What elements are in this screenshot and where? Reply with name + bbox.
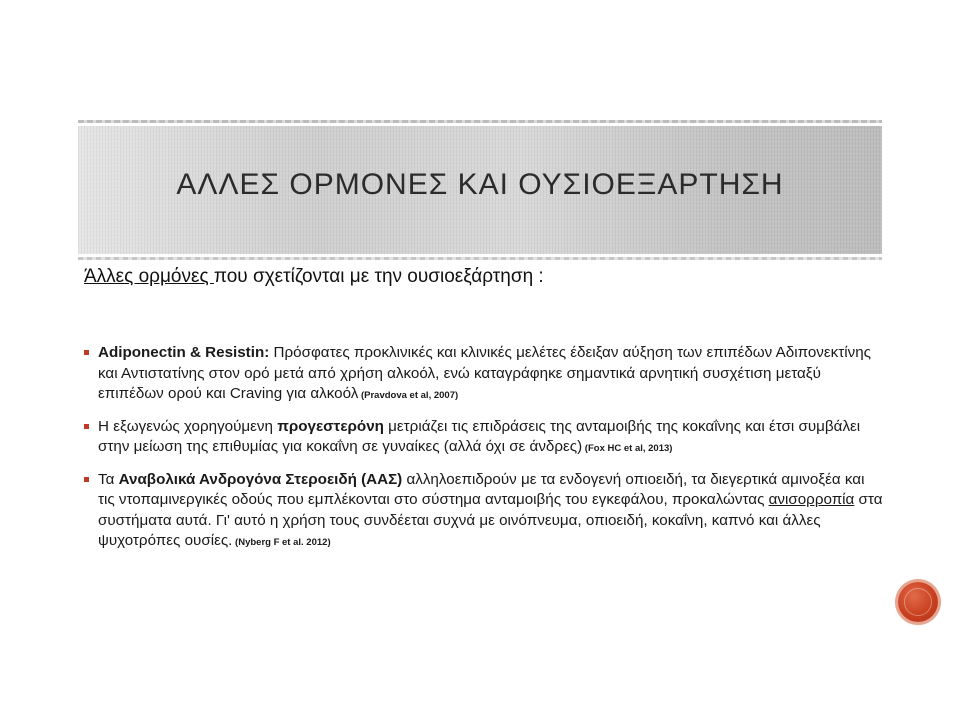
- square-bullet-icon: [84, 424, 89, 429]
- bullet-adiponectin: [84, 343, 884, 407]
- bullet-bold: Αναβολικά Ανδρογόνα Στεροειδή (ΑΑΣ): [118, 470, 403, 488]
- bullet-underlined: ανισορροπία: [768, 491, 855, 508]
- citation: (Nyberg F et al. 2012): [232, 537, 331, 548]
- bullet-list: [84, 343, 884, 564]
- bullet-text: Πρόσφατες προκλινικές και κλινικές μελέτες έδειξαν αύξηση των επιπέδων Αδιπονεκτίνης και Αντιστατίνης στον ορό μετά από χρήση αλκοόλ, ενώ καταγράφηκε σημαντικά αρνητική συσχέτιση μεταξύ επιπέδων ορού και Craving για αλκοόλ: [98, 344, 871, 402]
- bullet-pre: Η εξωγενώς χορηγούμενη: [98, 417, 278, 435]
- citation: (Pravdova et al, 2007): [358, 390, 459, 401]
- bullet-lead: Adiponectin & Resistin:: [98, 344, 270, 361]
- bullet-steroids: [84, 470, 884, 554]
- bullet-text: μετριάζει τις επιδράσεις της ανταμοιβής της κοκαΐνης και έτσι συμβάλει στην μείωση της επιθυμίας για κοκαΐνη σε γυναίκες (αλλά όχι σε άνδρες): [98, 417, 861, 455]
- slide-title: ΑΛΛΕΣ ΟΡΜΟΝΕΣ ΚΑΙ ΟΥΣΙΟΕΞΑΡΤΗΣΗ: [176, 168, 784, 201]
- slide-subtitle: [84, 266, 544, 288]
- subtitle-underlined: Άλλες ορμόνες: [84, 266, 214, 287]
- bullet-text-b: στα συστήματα αυτά. Γι' αυτό η χρήση τους συνδέεται συχνά με οινόπνευμα, οπιοειδή, κοκαΐνη, καπνό και άλλες ψυχοτρόπες ουσίες.: [98, 491, 883, 549]
- bullet-progesterone: [84, 417, 884, 460]
- square-bullet-icon: [84, 350, 89, 355]
- square-bullet-icon: [84, 477, 89, 482]
- title-banner: [78, 126, 882, 254]
- bullet-bold: προγεστερόνη: [277, 417, 384, 435]
- next-slide-button[interactable]: [898, 582, 938, 622]
- citation: (Fox HC et al, 2013): [582, 443, 673, 454]
- bullet-text-a: αλληλοεπιδρούν με τα ενδογενή οπιοειδή, τα διεγερτικά αμινοξέα και τις ντοπαμινεργικές οδούς που εμπλέκονται στο σύστημα ανταμοιβής του εγκεφάλου, προκαλώντας: [98, 470, 865, 508]
- bullet-pre: Τα: [98, 470, 119, 488]
- subtitle-rest: που σχετίζονται με την ουσιοεξάρτηση :: [213, 266, 544, 287]
